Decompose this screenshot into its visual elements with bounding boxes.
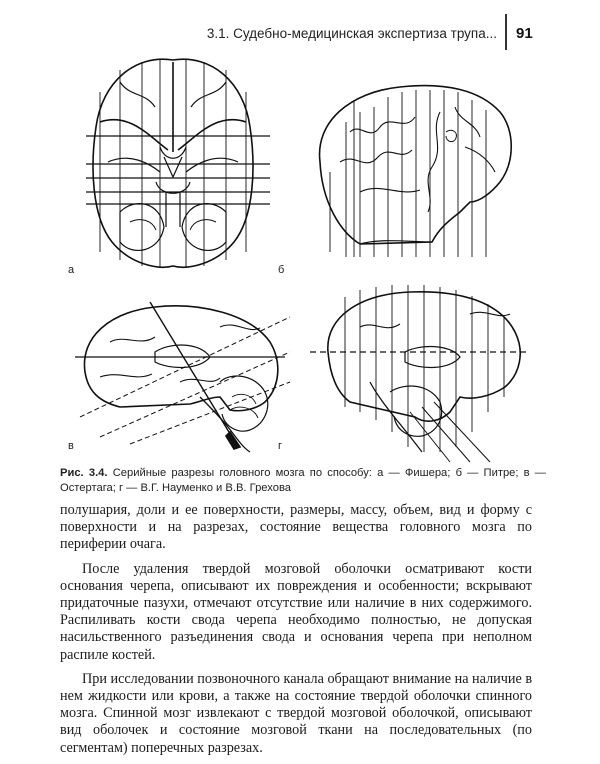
body-text <box>60 502 532 764</box>
panel-b-lateral-brain-drawing <box>320 86 512 257</box>
panel-c-sagittal-brain-drawing <box>75 302 290 452</box>
running-title: 3.1. Судебно-медицинская экспертиза трупа... <box>206 26 497 41</box>
panel-label-c: в <box>68 440 74 452</box>
panel-label-a: а <box>68 264 75 276</box>
page-number: 91 <box>516 25 533 42</box>
figure-caption-label: Рис. 3.4. <box>60 467 108 479</box>
paragraph-1: полушария, доли и ее поверхности, размеры, массу, объем, вид и форму с поверхности и на разрезах, состояние вещества головного мозга по периферии очага. <box>60 502 532 553</box>
panel-label-d: г <box>278 440 283 452</box>
figure-caption <box>60 466 546 496</box>
brain-sections-figure <box>60 52 530 464</box>
paragraph-3: При исследовании позвоночного канала обращают внимание на наличие в нем жидкости или крови, а также на состояние твердой оболочки спинного мозга. Спинной мозг извлекают с твердой мозговой оболочкой, описывают вид оболочек и состояние мозговой ткани на последовательных (по сегментам) поперечных разрезах. <box>60 670 533 756</box>
figure-caption-text: Серийные разрезы головного мозга по способу: а — Фишера; б — Питре; в — Остертага; г — В.Г. Науменко и В.В. Грехова <box>60 467 546 494</box>
panel-label-b: б <box>278 264 285 276</box>
panel-a-brain-base-drawing <box>86 59 270 268</box>
panel-d-sagittal-brain-drawing <box>310 285 528 462</box>
paragraph-2: После удаления твердой мозговой оболочки осматривают кости основания черепа, описывают их повреждения и особенности; вскрывают придаточные пазухи, отмечают отсутствие или наличие в них содержимого. Распиливать кости свода черепа необходимо полностью, не допуская насильственного разъединения свода и основания черепа при неполном распиле костей. <box>60 560 532 663</box>
header-divider <box>505 14 507 50</box>
